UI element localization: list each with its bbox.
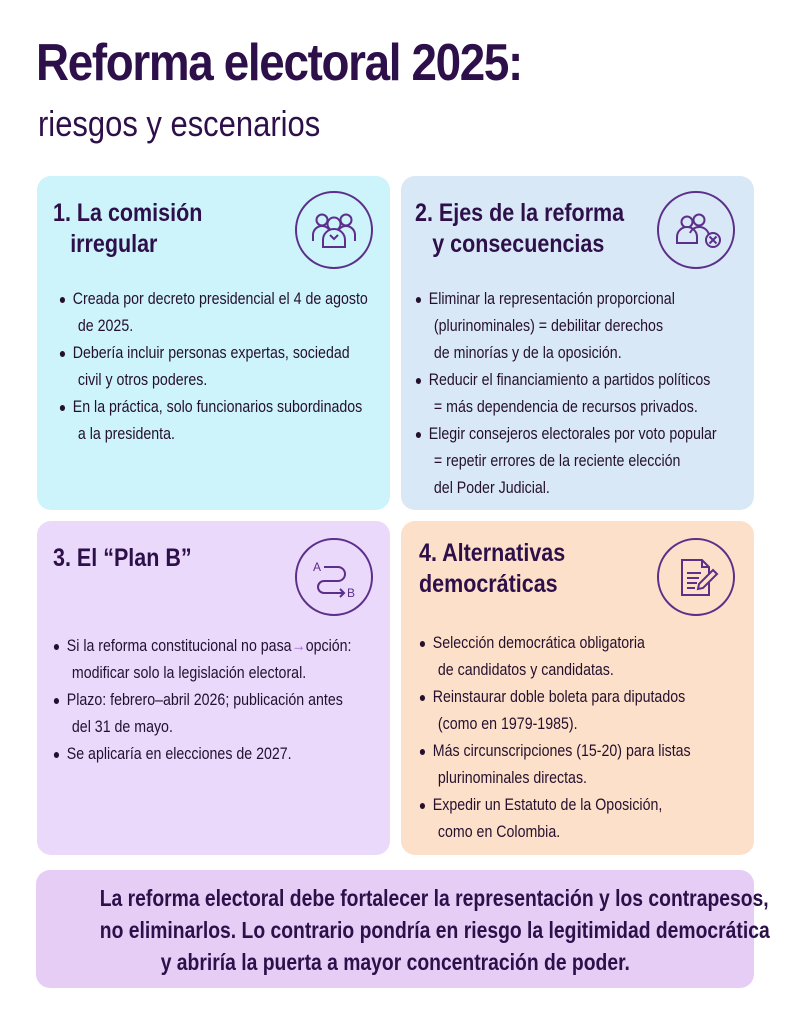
list-item: En la práctica, solo funcionarios subordinados a la presidenta. [59,394,368,448]
list-item: Reinstaurar doble boleta para diputados (como en 1979-1985). [419,684,691,738]
list-item: Reducir el financiamiento a partidos políticos = más dependencia de recursos privados. [415,367,717,421]
card-title: 1. La comisión irregular [53,199,203,258]
card-ejes-reforma [401,176,754,510]
list-item: Creada por decreto presidencial el 4 de agosto de 2025. [59,286,368,340]
card-bullet-list [59,286,368,448]
page-subtitle: riesgos y escenarios [38,103,321,144]
list-item: Más circunscripciones (15-20) para listas plurinominales directas. [419,738,691,792]
list-item: Elegir consejeros electorales por voto popular = repetir errores de la reciente elección del Poder Judicial. [415,421,717,502]
card-bullet-list [419,630,691,846]
list-item: Se aplicaría en elecciones de 2027. [53,741,352,768]
card-alternativas-democraticas [401,521,754,855]
card-title: 2. Ejes de la reforma y consecuencias [415,199,625,258]
list-item: Si la reforma constitucional no pasa→opción: modificar solo la legislación electoral. [53,633,352,687]
conclusion-text: La reforma electoral debe fortalecer la representación y los contrapesos, no eliminarlos. Lo contrario pondría en riesgo la legitimidad democrática y abriría la puerta a mayor concentración de poder. [99,885,770,975]
group-people-icon [295,191,373,269]
card-bullet-list [53,633,352,768]
route-a-to-b-icon [295,538,373,616]
card-title: 4. Alternativas democráticas [419,539,566,598]
arrow-icon: → [291,637,306,655]
list-item: Expedir un Estatuto de la Oposición, como en Colombia. [419,792,691,846]
card-comision-irregular [37,176,390,510]
list-item: Eliminar la representación proporcional (plurinominales) = debilitar derechos de minorías y de la oposición. [415,286,717,367]
conclusion-box [36,870,770,988]
list-item: Debería incluir personas expertas, sociedad civil y otros poderes. [59,340,368,394]
card-title: 3. El “Plan B” [53,544,192,572]
page-title: Reforma electoral 2025: [36,34,522,92]
document-edit-icon [657,538,735,616]
svg-text:A: A [313,560,322,574]
list-item: Plazo: febrero–abril 2026; publicación antes del 31 de mayo. [53,687,352,741]
svg-text:B: B [347,586,356,600]
card-bullet-list [415,286,717,502]
list-item: Selección democrática obligatoria de candidatos y candidatas. [419,630,691,684]
card-plan-b [37,521,390,855]
people-remove-icon [657,191,735,269]
